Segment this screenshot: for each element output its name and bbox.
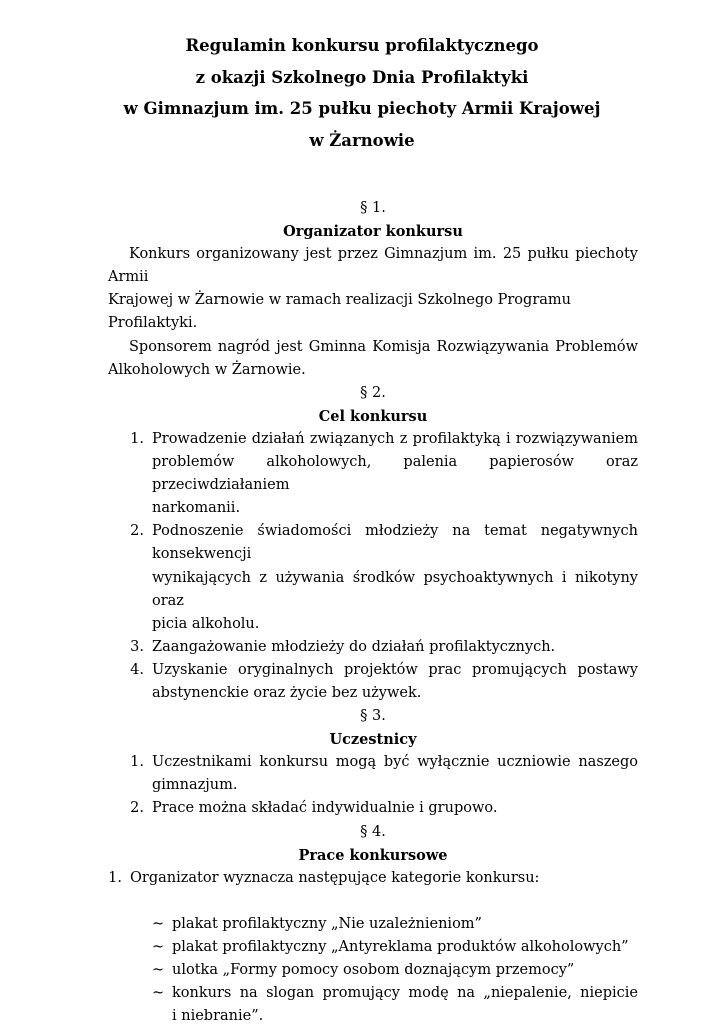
- bullet-line: plakat profilaktyczny „Nie uzależnieniom”: [172, 915, 482, 932]
- list-item-number: 1.: [130, 754, 144, 771]
- section-1-paragraph-1-line-2: Krajowej w Żarnowie w ramach realizacji Szkolnego Programu Profilaktyki.: [108, 292, 571, 332]
- section-1-paragraph-2-line-2: Alkoholowych w Żarnowie.: [108, 361, 306, 378]
- section-2-list-item: [108, 520, 638, 635]
- section-2-list-item: [108, 659, 638, 705]
- list-item-line: gimnazjum.: [152, 777, 238, 794]
- list-item-line: narkomanii.: [152, 500, 241, 517]
- list-item-line: Zaangażowanie młodzieży do działań profilaktycznych.: [152, 638, 556, 655]
- section-2-number: § 2.: [360, 384, 386, 401]
- list-item-line: Uzyskanie oryginalnych projektów prac promujących postawy: [152, 661, 638, 678]
- list-item-number: 3.: [130, 638, 144, 655]
- tilde-bullet-icon: ~: [152, 985, 165, 1002]
- section-2-heading: Cel konkursu: [318, 407, 428, 425]
- section-4-heading: Prace konkursowe: [298, 846, 448, 864]
- section-4-list-item: [108, 867, 638, 890]
- list-item-line: picia alkoholu.: [152, 615, 260, 632]
- section-3-number: § 3.: [360, 708, 386, 725]
- list-item-line: wynikających z używania środków psychoaktywnych i nikotyny oraz: [152, 569, 638, 609]
- section-3-heading: Uczestnicy: [329, 731, 417, 749]
- list-item-number: 4.: [130, 661, 144, 678]
- list-item-line: Uczestnikami konkursu mogą być wyłącznie uczniowie naszego: [152, 754, 638, 771]
- list-item-number: 2.: [130, 523, 144, 540]
- list-item-number: 1.: [130, 430, 144, 447]
- list-item-line: Organizator wyznacza następujące kategorie konkursu:: [130, 869, 540, 886]
- category-bullet-item: [108, 982, 638, 1028]
- bullet-line: konkurs na slogan promujący modę na „niepalenie, niepicie: [172, 985, 638, 1002]
- tilde-bullet-icon: ~: [152, 938, 165, 955]
- title-line-2: z okazji Szkolnego Dnia Profilaktyki: [195, 67, 529, 87]
- section-1-heading: Organizator konkursu: [283, 223, 463, 241]
- tilde-bullet-icon: ~: [152, 915, 165, 932]
- section-1-paragraph-2-line-1: Sponsorem nagród jest Gminna Komisja Rozwiązywania Problemów: [129, 338, 638, 355]
- bullet-line: i niebranie”.: [172, 1008, 264, 1025]
- tilde-bullet-icon: ~: [152, 962, 165, 978]
- list-item-number: 1.: [108, 869, 122, 886]
- section-1-paragraph-1-line-1: Konkurs organizowany jest przez Gimnazjum im. 25 pułku piechoty Armii: [108, 246, 638, 286]
- section-3-list-item: [108, 797, 638, 820]
- category-bullet-item: [108, 936, 638, 959]
- document-body: [108, 197, 638, 1028]
- section-3-list-item: [108, 751, 638, 797]
- list-item-number: 2.: [130, 800, 144, 817]
- section-2-list-item: [108, 428, 638, 520]
- section-1-number: § 1.: [360, 200, 386, 216]
- list-item-line: Prowadzenie działań związanych z profilaktyką i rozwiązywaniem: [152, 430, 638, 447]
- category-bullet-item: [108, 959, 638, 982]
- bullet-line: plakat profilaktyczny „Antyreklama produktów alkoholowych”: [172, 938, 629, 955]
- category-bullet-item: [108, 913, 638, 936]
- section-4-number: § 4.: [360, 823, 386, 840]
- list-item-line: abstynenckie oraz życie bez używek.: [152, 684, 422, 701]
- title-line-4: w Żarnowie: [309, 130, 415, 150]
- bullet-line: ulotka „Formy pomocy osobom doznającym przemocy”: [172, 962, 575, 978]
- list-item-line: Podnoszenie świadomości młodzieży na temat negatywnych konsekwencji: [152, 523, 638, 563]
- list-item-line: Prace można składać indywidualnie i grupowo.: [152, 800, 498, 817]
- list-item-line: problemów alkoholowych, palenia papierosów oraz przeciwdziałaniem: [152, 454, 638, 494]
- spacer: [108, 890, 638, 913]
- document-title: [0, 30, 724, 156]
- title-line-1: Regulamin konkursu profilaktycznego: [185, 36, 539, 55]
- section-2-list-item: [108, 636, 638, 659]
- title-line-3: w Gimnazjum im. 25 pułku piechoty Armii Krajowej: [123, 99, 601, 118]
